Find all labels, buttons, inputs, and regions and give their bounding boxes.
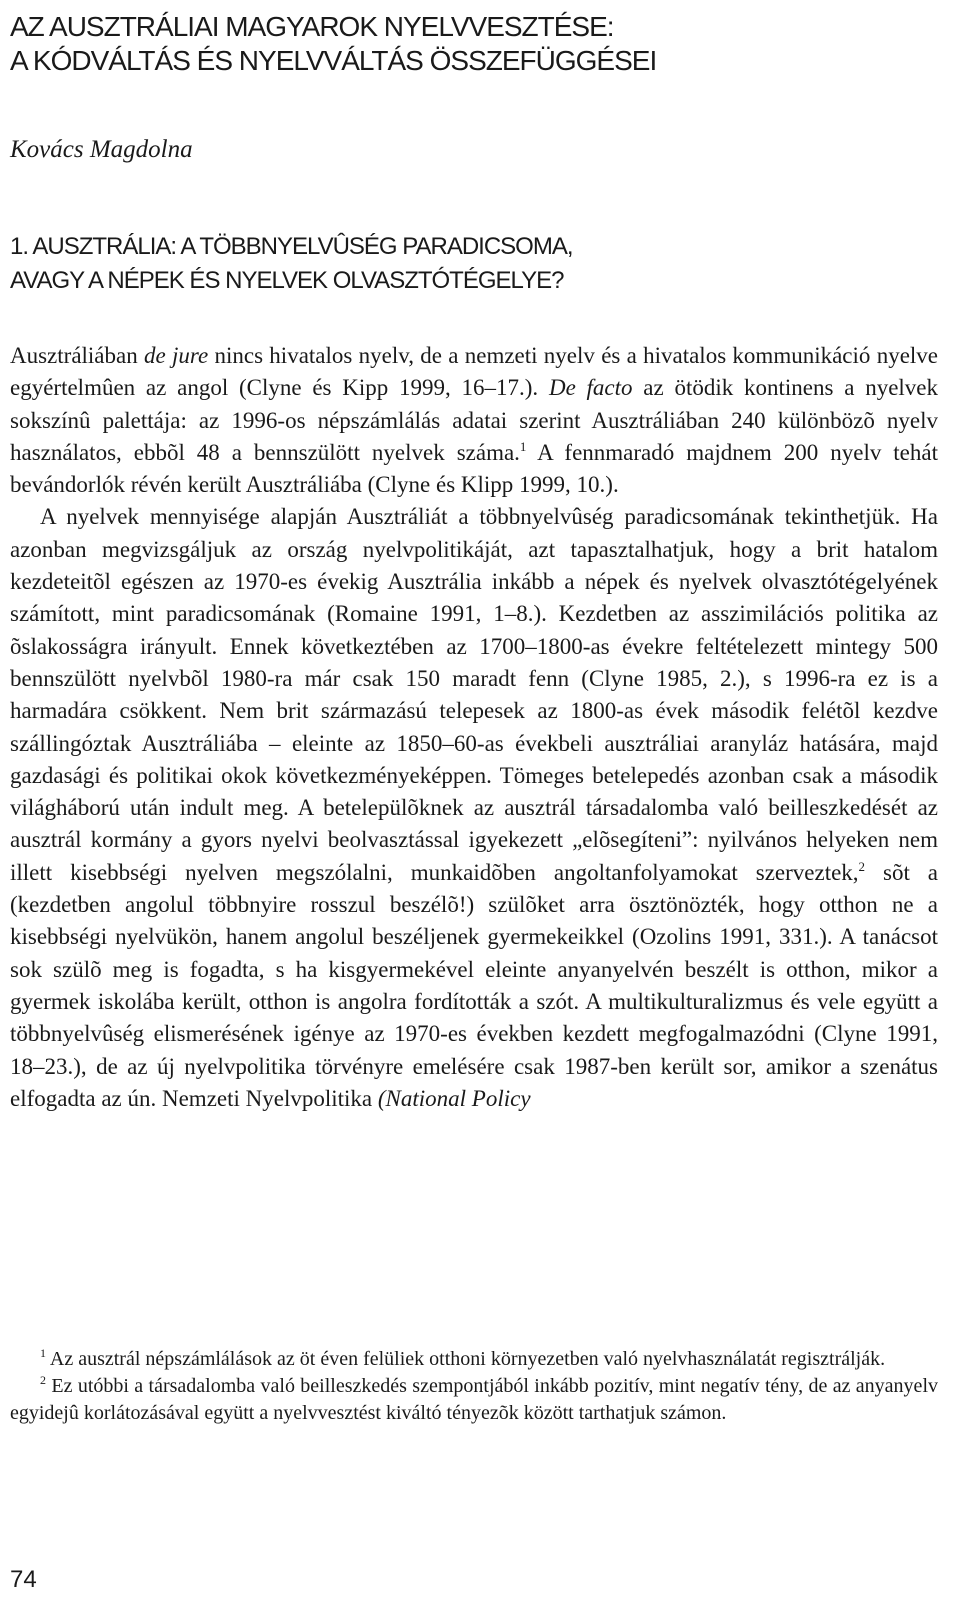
footnote-2 xyxy=(10,1373,938,1427)
page-number: 74 xyxy=(10,1566,37,1593)
paragraph-1 xyxy=(10,340,938,501)
body-text xyxy=(10,340,938,1115)
text-run: sõt a (kezdetben angolul többnyire rosszul beszélõ!) szülõket arra ösztönözték, hogy otthon ne a kisebbségi nyelvükön, hanem angolul beszéljenek gyermekeikkel (Ozolins 1991, 331.). A tanácsot sok szülõ meg is fogadta, s ha kisgyermekével eleinte anyanyelvén beszélt is otthon, mikor a gyermek iskolába került, otthon is angolra fordították a szót. A multikulturalizmus és vele együtt a többnyelvûség elismerésének igénye az 1970-es években kezdett megfogalmazódni (Clyne 1991, 18–23.), de az új nyelvpolitika törvényre emelésére csak 1987-ben került sor, amikor a szenátus elfogadta az ún. Nemzeti Nyelvpolitika xyxy=(10,859,938,1111)
footnote-mark: 2 xyxy=(40,1373,46,1387)
section-heading xyxy=(10,230,573,298)
footnote-text: Az ausztrál népszámlálások az öt éven felüliek otthoni környezetben való nyelvhasználatát regisztrálják. xyxy=(46,1348,886,1370)
text-run: az ötödik kontinens a nyelvek sokszínû palettája: az 1996-os népszámlálás adatai szerint Ausztráliában 240 különbözõ nyelv használatos, ebbõl 48 a bennszülött nyelvek száma. xyxy=(10,375,938,465)
footnote-mark: 1 xyxy=(40,1346,46,1360)
section-heading-line-1: 1. AUSZTRÁLIA: A TÖBBNYELVÛSÉG PARADICSOMA, xyxy=(10,233,573,260)
text-run: A fennmaradó majdnem 200 nyelv tehát bevándorlók révén került Ausztráliába (Clyne és Klipp 1999, 10.). xyxy=(10,439,938,498)
footnote-1 xyxy=(10,1346,938,1373)
italic-term: de jure xyxy=(144,343,209,368)
document-page xyxy=(10,0,938,1602)
footnote-text: Ez utóbbi a társadalomba való beilleszkedés szempontjából inkább pozitív, mint negatív tény, de az anyanyelv egyidejû korlátozásával együtt a nyelvvesztést kiváltó tényezõk között tarthatjuk számon. xyxy=(10,1375,938,1424)
section-heading-line-2: AVAGY A NÉPEK ÉS NYELVEK OLVASZTÓTÉGELYE? xyxy=(10,267,564,294)
paragraph-2 xyxy=(10,501,938,1115)
text-run: Ausztráliában xyxy=(10,343,145,368)
title-line-1: AZ AUSZTRÁLIAI MAGYAROK NYELVVESZTÉSE: xyxy=(10,11,614,42)
footnote-ref-2[interactable]: 2 xyxy=(858,858,866,874)
footnote-ref-1[interactable]: 1 xyxy=(519,438,527,454)
italic-term: De facto xyxy=(548,375,633,401)
italic-term: (National Policy xyxy=(377,1085,531,1111)
author-name: Kovács Magdolna xyxy=(10,136,193,163)
text-run: A nyelvek mennyisége alapján Ausztráliát a többnyelvûség paradicsomának tekinthetjük. Ha azonban megvizsgáljuk az ország nyelvpolitikáját, azt tapasztalhatjuk, hogy a brit hatalom kezdeteitõl egészen az 1970-es évekig Ausztrália inkább a népek és nyelvek olvasztótégelyének számított, mint paradicsomának (Romaine 1991, 1–8.). Kezdetben az asszimilációs politika az õslakosságra irányult. Ennek következtében az 1700–1800-as évekre feltételezett mintegy 500 bennszülött nyelvbõl 1980-ra már csak 150 maradt fenn (Clyne 1985, 2.), s 1996-ra ez is a harmadára csökkent. Nem brit származású telepesek az 1800-as évek második felétõl kezdve szállingóztak Ausztráliába – eleinte az 1850–60-as évekbeli ausztráliai aranyláz hatására, majd gazdasági és politikai okok következményeképpen. Tömeges betelepedés azonban csak a második világháború után indult meg. A betelepülõknek az ausztrál társadalomba való beilleszkedését az ausztrál kormány a gyors nyelvi beolvasztással igyekezett „elõsegíteni”: nyilvános helyeken nem illett kisebbségi nyelven megszólalni, munkaidõben angoltanfolyamokat szerveztek, xyxy=(10,504,938,885)
text-run: nincs hivatalos nyelv, de a nemzeti nyelv és a hivatalos kommunikáció nyelve egyértelmûen az angol (Clyne és Kipp 1999, 16–17.). xyxy=(10,343,938,401)
footnotes xyxy=(10,1346,938,1427)
article-title xyxy=(10,10,656,78)
title-line-2: A KÓDVÁLTÁS ÉS NYELVVÁLTÁS ÖSSZEFÜGGÉSEI xyxy=(10,45,657,76)
